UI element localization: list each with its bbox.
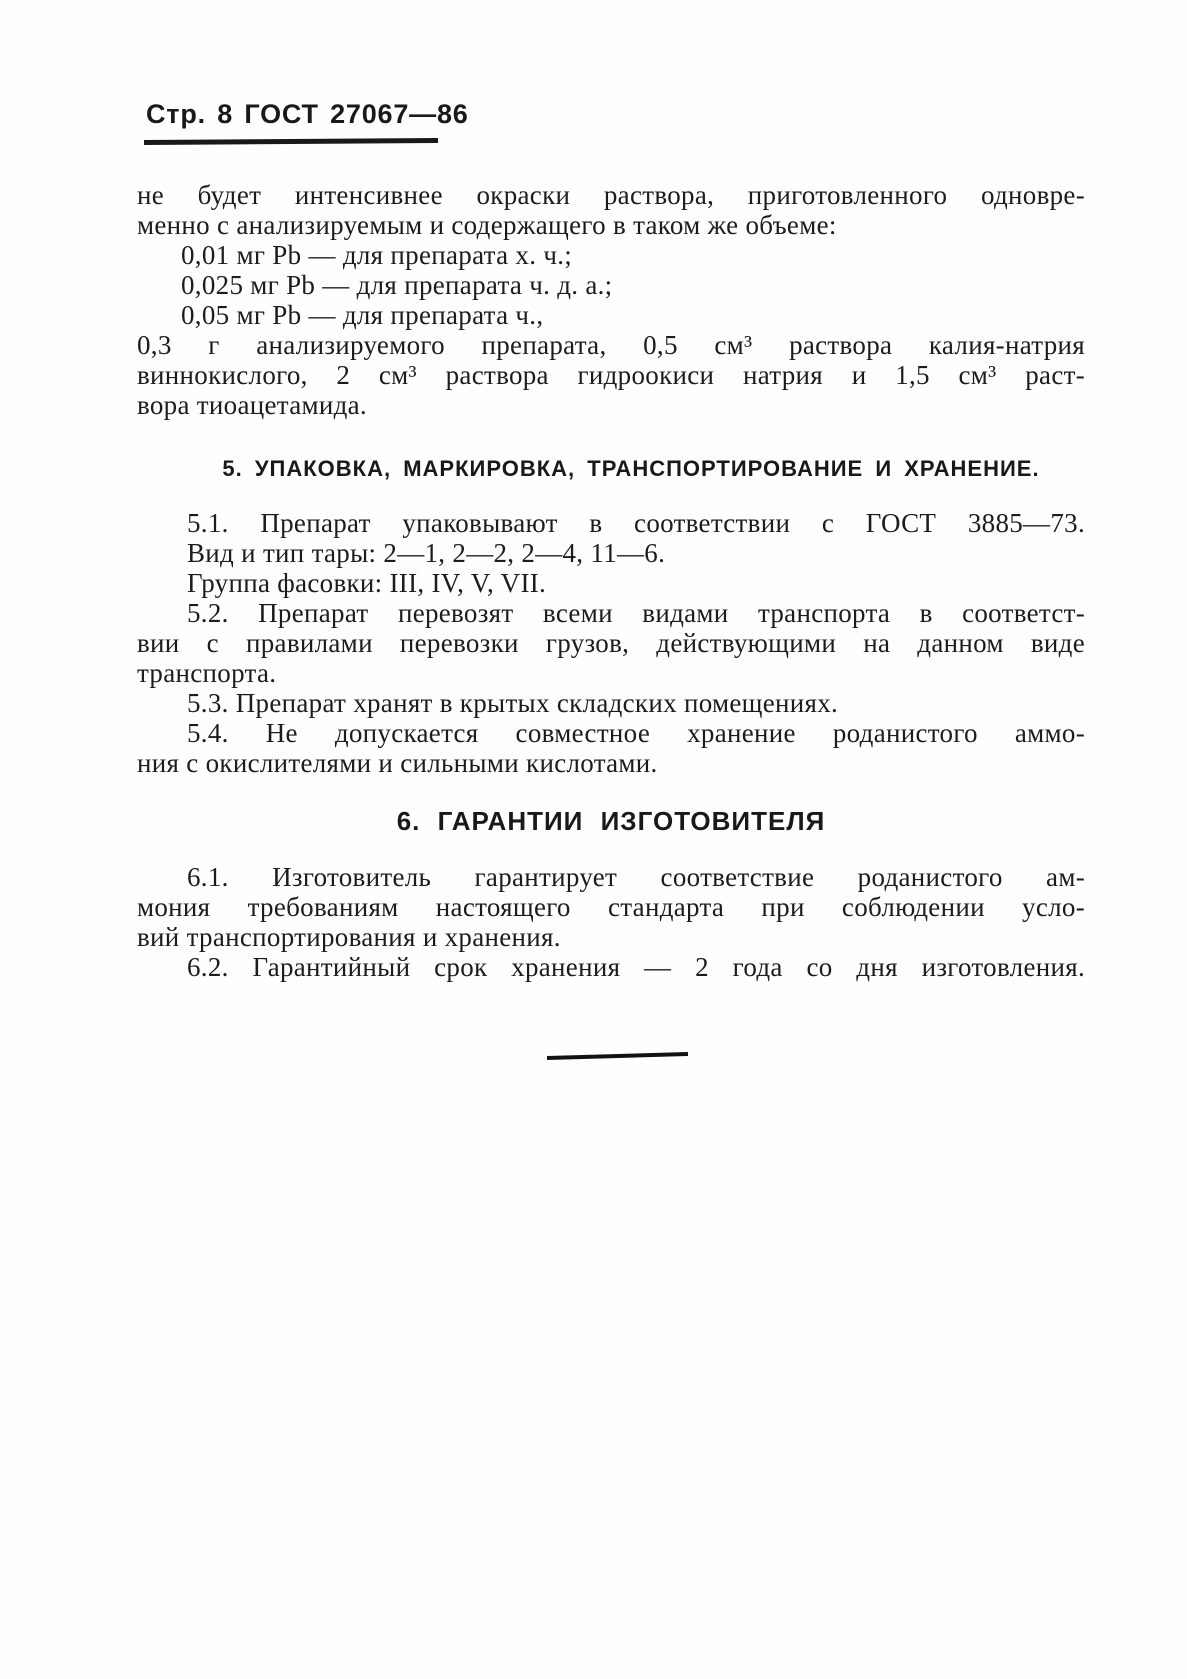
section-6-body	[137, 862, 1085, 982]
intro-line-2: менно с анализируемым и содержащего в таком же объеме:	[137, 210, 837, 240]
clause-5-1-line-3: Группа фасовки: III, IV, V, VII.	[187, 568, 547, 598]
clause-5-4-line-1: 5.4. Не допускается совместное хранение роданистого аммо-	[187, 718, 1085, 748]
section-5-heading: 5. УПАКОВКА, МАРКИРОВКА, ТРАНСПОРТИРОВАНИЕ И ХРАНЕНИЕ.	[222, 456, 1040, 481]
section-5-body	[137, 508, 1085, 778]
intro-line-8: вора тиоацетамида.	[137, 390, 367, 420]
clause-6-2-line-1: 6.2. Гарантийный срок хранения — 2 года со дня изготовления.	[187, 952, 1085, 982]
clause-5-1-line-1: 5.1. Препарат упаковывают в соответствии с ГОСТ 3885—73.	[187, 508, 1085, 538]
intro-item-2: 0,025 мг Pb — для препарата ч. д. а.;	[181, 270, 613, 300]
intro-line-6: 0,3 г анализируемого препарата, 0,5 см³ раствора калия-натрия	[137, 330, 1085, 360]
intro-paragraph	[137, 180, 1085, 420]
clause-5-2-line-2: вии с правилами перевозки грузов, действующими на данном виде	[137, 628, 1085, 658]
clause-6-1-line-2: мония требованиям настоящего стандарта при соблюдении усло-	[137, 892, 1085, 922]
clause-5-3-line-1: 5.3. Препарат хранят в крытых складских помещениях.	[187, 688, 839, 718]
clause-5-1-line-2: Вид и тип тары: 2—1, 2—2, 2—4, 11—6.	[187, 538, 666, 568]
intro-item-1: 0,01 мг Pb — для препарата х. ч.;	[181, 240, 573, 270]
clause-5-4-line-2: ния с окислителями и сильными кислотами.	[137, 748, 658, 778]
section-6-heading: 6. ГАРАНТИИ ИЗГОТОВИТЕЛЯ	[396, 806, 826, 836]
end-of-document-rule	[547, 1052, 688, 1060]
clause-5-2-line-1: 5.2. Препарат перевозят всеми видами транспорта в соответст-	[187, 598, 1085, 628]
clause-5-2-line-3: транспорта.	[137, 658, 277, 688]
page-header: Стр. 8 ГОСТ 27067—86	[146, 99, 469, 129]
clause-6-1-line-1: 6.1. Изготовитель гарантирует соответствие роданистого ам-	[187, 862, 1085, 892]
clause-6-1-line-3: вий транспортирования и хранения.	[137, 922, 561, 952]
intro-line-1: не будет интенсивнее окраски раствора, приготовленного одновре-	[137, 180, 1085, 210]
header-rule	[144, 138, 438, 145]
intro-item-3: 0,05 мг Pb — для препарата ч.,	[181, 300, 544, 330]
intro-line-7: виннокислого, 2 см³ раствора гидроокиси натрия и 1,5 см³ раст-	[137, 360, 1085, 390]
